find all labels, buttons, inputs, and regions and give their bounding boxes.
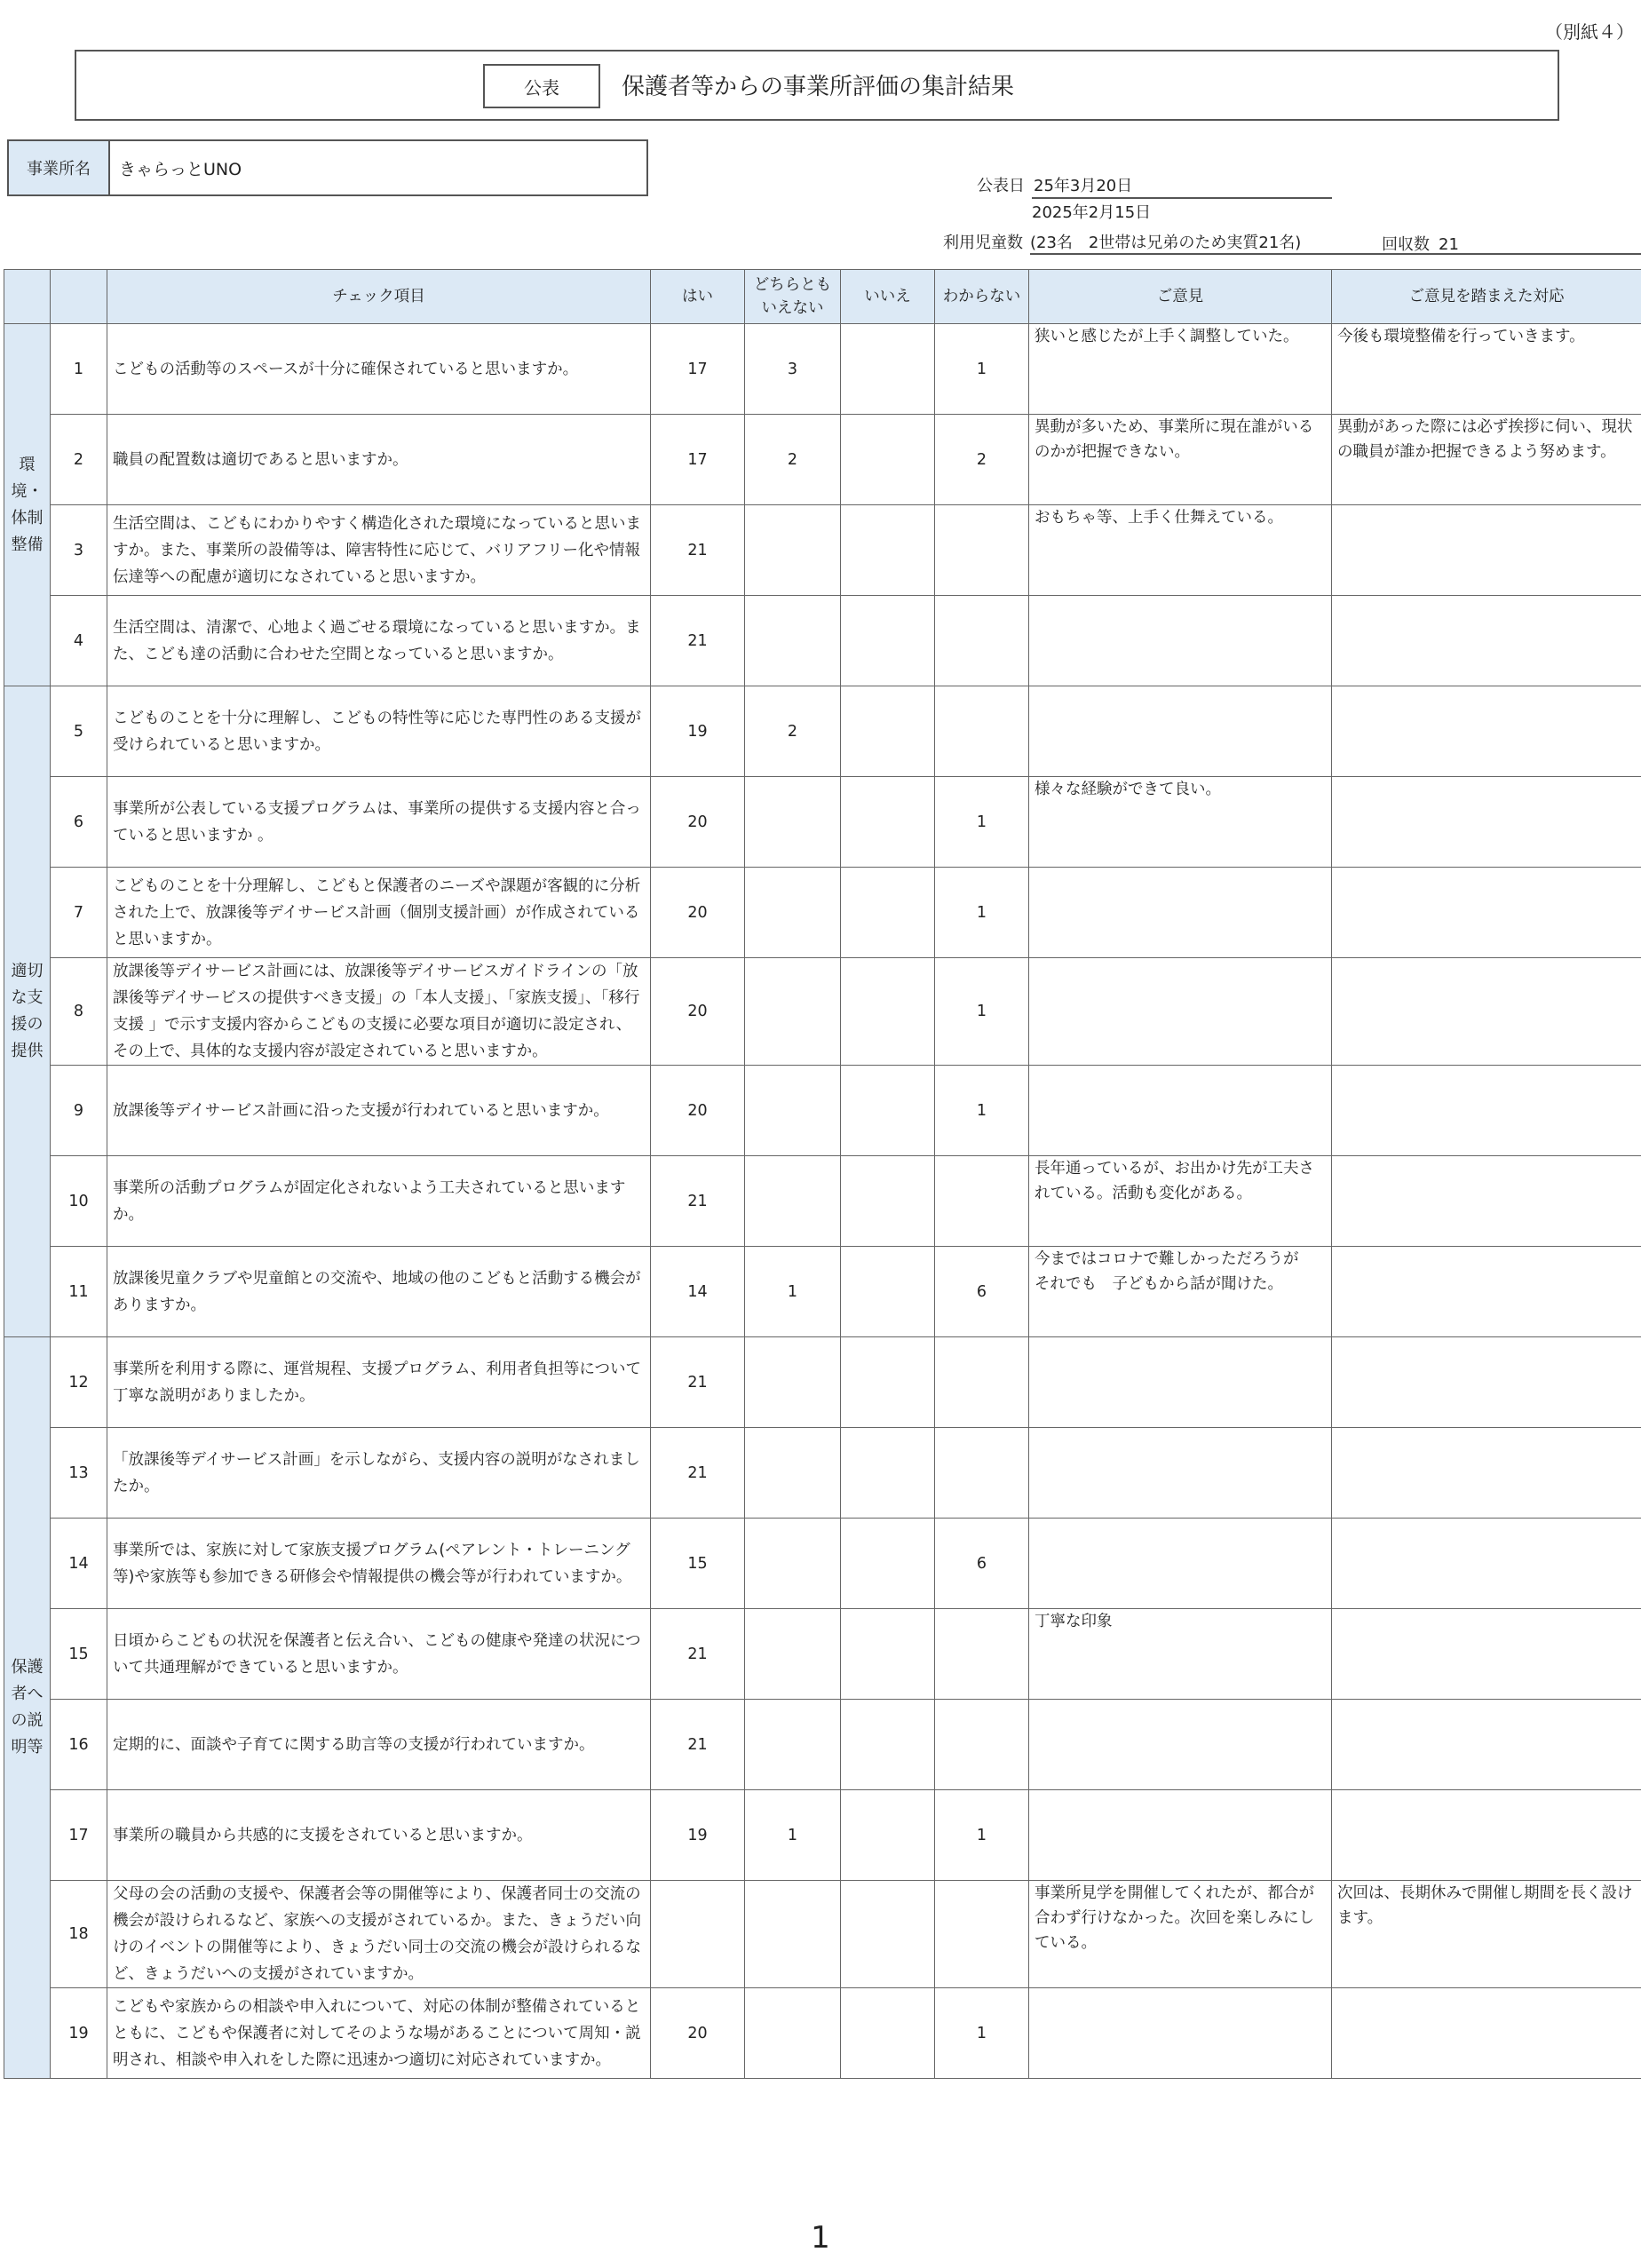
- table-row: [4, 777, 1641, 868]
- count-neither: [745, 868, 841, 958]
- count-no: [841, 415, 935, 505]
- opinion-text: [1029, 1337, 1332, 1428]
- count-neither: [745, 1066, 841, 1156]
- count-unknown: 1: [935, 1790, 1029, 1881]
- meta-divider: [1030, 253, 1641, 255]
- category-cell: 適切 な支 援の 提供: [4, 686, 51, 1337]
- count-yes: 14: [651, 1247, 745, 1337]
- check-item: こどものことを十分に理解し、こどもの特性等に応じた専門性のある支援が受けられていると思いますか。: [107, 686, 651, 777]
- row-number: 11: [51, 1247, 107, 1337]
- row-number: 12: [51, 1337, 107, 1428]
- row-number: 7: [51, 868, 107, 958]
- count-neither: [745, 1700, 841, 1790]
- header-item: チェック項目: [107, 270, 651, 324]
- response-text: [1332, 505, 1641, 596]
- response-text: 次回は、長期休みで開催し期間を長く設けます。: [1332, 1881, 1641, 1988]
- evaluation-table: [4, 269, 1641, 2079]
- count-unknown: [935, 1156, 1029, 1247]
- row-number: 4: [51, 596, 107, 686]
- count-yes: 21: [651, 596, 745, 686]
- check-item: 事業所の職員から共感的に支援をされていると思いますか。: [107, 1790, 651, 1881]
- response-text: [1332, 596, 1641, 686]
- count-yes: 20: [651, 958, 745, 1066]
- users-label: 利用児童数: [943, 234, 1023, 252]
- table-row: [4, 1609, 1641, 1700]
- header-category: [4, 270, 51, 324]
- count-neither: 1: [745, 1790, 841, 1881]
- row-number: 17: [51, 1790, 107, 1881]
- count-unknown: 2: [935, 415, 1029, 505]
- count-unknown: [935, 1609, 1029, 1700]
- count-yes: 21: [651, 1337, 745, 1428]
- count-unknown: 1: [935, 324, 1029, 415]
- check-item: 職員の配置数は適切であると思いますか。: [107, 415, 651, 505]
- opinion-text: [1029, 1700, 1332, 1790]
- count-neither: [745, 505, 841, 596]
- count-yes: 19: [651, 1790, 745, 1881]
- table-row: [4, 1519, 1641, 1609]
- count-yes: 21: [651, 1156, 745, 1247]
- check-item: 父母の会の活動の支援や、保護者会等の開催等により、保護者同士の交流の機会が設けられるなど、家族への支援がされているか。また、きょうだい向けのイベントの開催等により、きょうだい同士の交流の機会が設けられるなど、きょうだいへの支援がされていますか。: [107, 1881, 651, 1988]
- response-text: [1332, 868, 1641, 958]
- opinion-text: [1029, 686, 1332, 777]
- count-no: [841, 1247, 935, 1337]
- response-text: [1332, 1988, 1641, 2079]
- publish-date: 25年3月20日: [1032, 176, 1332, 199]
- table-row: [4, 1700, 1641, 1790]
- opinion-text: 狭いと感じたが上手く調整していた。: [1029, 324, 1332, 415]
- collected-label: 回収数: [1382, 235, 1430, 254]
- table-body: [4, 324, 1641, 2079]
- table-row: [4, 1066, 1641, 1156]
- row-number: 18: [51, 1881, 107, 1988]
- response-text: [1332, 777, 1641, 868]
- count-neither: 3: [745, 324, 841, 415]
- count-unknown: 1: [935, 1988, 1029, 2079]
- count-yes: 20: [651, 868, 745, 958]
- office-label: 事業所名: [9, 141, 110, 194]
- count-yes: 20: [651, 1988, 745, 2079]
- row-number: 1: [51, 324, 107, 415]
- row-number: 14: [51, 1519, 107, 1609]
- count-unknown: 1: [935, 777, 1029, 868]
- row-number: 10: [51, 1156, 107, 1247]
- table-row: [4, 686, 1641, 777]
- count-no: [841, 1988, 935, 2079]
- document-title: 保護者等からの事業所評価の集計結果: [622, 74, 1015, 100]
- count-unknown: [935, 596, 1029, 686]
- count-unknown: [935, 1700, 1029, 1790]
- count-unknown: 6: [935, 1519, 1029, 1609]
- publish-date-label: 公表日: [977, 177, 1025, 195]
- response-text: [1332, 1156, 1641, 1247]
- count-yes: 19: [651, 686, 745, 777]
- opinion-text: 異動が多いため、事業所に現在誰がいるのかが把握できない。: [1029, 415, 1332, 505]
- response-text: 異動があった際には必ず挨拶に伺い、現状の職員が誰か把握できるよう努めます。: [1332, 415, 1641, 505]
- collected-value: 21: [1439, 235, 1459, 254]
- row-number: 6: [51, 777, 107, 868]
- row-number: 8: [51, 958, 107, 1066]
- table-row: [4, 324, 1641, 415]
- response-text: [1332, 1790, 1641, 1881]
- count-neither: 1: [745, 1247, 841, 1337]
- opinion-text: 様々な経験ができて良い。: [1029, 777, 1332, 868]
- table-row: [4, 1428, 1641, 1519]
- category-cell: 保護 者へ の説 明等: [4, 1337, 51, 2079]
- office-name: きゃらっとUNO: [119, 159, 242, 179]
- annex-label: （別紙４）: [1545, 21, 1634, 43]
- count-no: [841, 505, 935, 596]
- opinion-text: [1029, 1428, 1332, 1519]
- header-response: ご意見を踏まえた対応: [1332, 270, 1641, 324]
- response-text: [1332, 1428, 1641, 1519]
- count-neither: [745, 1337, 841, 1428]
- opinion-text: [1029, 1790, 1332, 1881]
- publish-badge: 公表: [483, 64, 600, 108]
- count-unknown: 1: [935, 868, 1029, 958]
- check-item: 定期的に、面談や子育てに関する助言等の支援が行われていますか。: [107, 1700, 651, 1790]
- count-neither: [745, 596, 841, 686]
- check-item: 放課後児童クラブや児童館との交流や、地域の他のこどもと活動する機会がありますか。: [107, 1247, 651, 1337]
- response-text: 今後も環境整備を行っていきます。: [1332, 324, 1641, 415]
- opinion-text: [1029, 958, 1332, 1066]
- opinion-text: 長年通っているが、お出かけ先が工夫されている。活動も変化がある。: [1029, 1156, 1332, 1247]
- check-item: 事業所を利用する際に、運営規程、支援プログラム、利用者負担等について丁寧な説明がありましたか。: [107, 1337, 651, 1428]
- count-unknown: [935, 505, 1029, 596]
- header-number: [51, 270, 107, 324]
- count-yes: 21: [651, 505, 745, 596]
- count-yes: 20: [651, 777, 745, 868]
- row-number: 2: [51, 415, 107, 505]
- response-text: [1332, 1519, 1641, 1609]
- opinion-text: 今まではコロナで難しかっただろうが それでも 子どもから話が聞けた。: [1029, 1247, 1332, 1337]
- count-no: [841, 324, 935, 415]
- row-number: 16: [51, 1700, 107, 1790]
- count-no: [841, 1519, 935, 1609]
- header-no: いいえ: [841, 270, 935, 324]
- table-row: [4, 1790, 1641, 1881]
- count-no: [841, 1156, 935, 1247]
- count-yes: [651, 1881, 745, 1988]
- count-no: [841, 1337, 935, 1428]
- opinion-text: [1029, 1066, 1332, 1156]
- table-row: [4, 415, 1641, 505]
- response-text: [1332, 1700, 1641, 1790]
- table-row: [4, 1988, 1641, 2079]
- count-unknown: [935, 1428, 1029, 1519]
- check-item: 放課後等デイサービス計画に沿った支援が行われていると思いますか。: [107, 1066, 651, 1156]
- table-row: [4, 1156, 1641, 1247]
- check-item: 事業所では、家族に対して家族支援プログラム(ペアレント・トレーニング等)や家族等も参加できる研修会や情報提供の機会等が行われていますか。: [107, 1519, 651, 1609]
- count-neither: [745, 1428, 841, 1519]
- users-value: (23名 2世帯は兄弟のため実質21名): [1030, 234, 1302, 252]
- table-header-row: [4, 270, 1641, 324]
- opinion-text: 事業所見学を開催してくれたが、都合が合わず行けなかった。次回を楽しみにしている。: [1029, 1881, 1332, 1988]
- count-no: [841, 686, 935, 777]
- count-neither: [745, 958, 841, 1066]
- check-item: 日頃からこどもの状況を保護者と伝え合い、こどもの健康や発達の状況について共通理解ができていると思いますか。: [107, 1609, 651, 1700]
- count-yes: 21: [651, 1609, 745, 1700]
- count-yes: 21: [651, 1700, 745, 1790]
- count-yes: 17: [651, 324, 745, 415]
- count-no: [841, 1881, 935, 1988]
- count-no: [841, 1700, 935, 1790]
- count-unknown: 6: [935, 1247, 1029, 1337]
- survey-date: 2025年2月15日: [1032, 203, 1152, 222]
- table-row: [4, 868, 1641, 958]
- opinion-text: [1029, 1988, 1332, 2079]
- response-text: [1332, 1247, 1641, 1337]
- check-item: 「放課後等デイサービス計画」を示しながら、支援内容の説明がなされましたか。: [107, 1428, 651, 1519]
- count-no: [841, 868, 935, 958]
- count-no: [841, 777, 935, 868]
- count-yes: 15: [651, 1519, 745, 1609]
- response-text: [1332, 1337, 1641, 1428]
- table-row: [4, 596, 1641, 686]
- response-text: [1332, 1066, 1641, 1156]
- table-row: [4, 1337, 1641, 1428]
- table-row: [4, 505, 1641, 596]
- row-number: 13: [51, 1428, 107, 1519]
- count-neither: [745, 1609, 841, 1700]
- count-neither: [745, 1519, 841, 1609]
- page-number: 1: [811, 2220, 830, 2256]
- check-item: 放課後等デイサービス計画には、放課後等デイサービスガイドラインの「放課後等デイサービスの提供すべき支援」の「本人支援」、「家族支援」、「移行支援 」で示す支援内容からこどもの支援に必要な項目が適切に設定され、その上で、具体的な支援内容が設定されていると思いますか。: [107, 958, 651, 1066]
- count-yes: 20: [651, 1066, 745, 1156]
- header-neither: どちらとも いえない: [745, 270, 841, 324]
- header-yes: はい: [651, 270, 745, 324]
- opinion-text: [1029, 1519, 1332, 1609]
- response-text: [1332, 1609, 1641, 1700]
- count-yes: 21: [651, 1428, 745, 1519]
- opinion-text: [1029, 868, 1332, 958]
- count-neither: [745, 1156, 841, 1247]
- table-row: [4, 1247, 1641, 1337]
- count-no: [841, 596, 935, 686]
- row-number: 15: [51, 1609, 107, 1700]
- count-neither: [745, 1881, 841, 1988]
- response-text: [1332, 686, 1641, 777]
- opinion-text: おもちゃ等、上手く仕舞えている。: [1029, 505, 1332, 596]
- opinion-text: 丁寧な印象: [1029, 1609, 1332, 1700]
- check-item: 生活空間は、こどもにわかりやすく構造化された環境になっていると思いますか。また、事業所の設備等は、障害特性に応じて、バリアフリー化や情報伝達等への配慮が適切になされていると思いますか。: [107, 505, 651, 596]
- count-neither: [745, 777, 841, 868]
- count-no: [841, 1066, 935, 1156]
- row-number: 19: [51, 1988, 107, 2079]
- count-unknown: [935, 686, 1029, 777]
- count-neither: [745, 1988, 841, 2079]
- opinion-text: [1029, 596, 1332, 686]
- check-item: 生活空間は、清潔で、心地よく過ごせる環境になっていると思いますか。また、こども達の活動に合わせた空間となっていると思いますか。: [107, 596, 651, 686]
- check-item: 事業所の活動プログラムが固定化されないよう工夫されていると思いますか。: [107, 1156, 651, 1247]
- count-no: [841, 1609, 935, 1700]
- count-no: [841, 1428, 935, 1519]
- count-no: [841, 958, 935, 1066]
- count-neither: 2: [745, 686, 841, 777]
- count-neither: 2: [745, 415, 841, 505]
- category-cell: 環 境・ 体制 整備: [4, 324, 51, 686]
- table-row: [4, 958, 1641, 1066]
- row-number: 5: [51, 686, 107, 777]
- count-unknown: 1: [935, 958, 1029, 1066]
- count-unknown: 1: [935, 1066, 1029, 1156]
- header-opinion: ご意見: [1029, 270, 1332, 324]
- response-text: [1332, 958, 1641, 1066]
- check-item: こどもや家族からの相談や申入れについて、対応の体制が整備されているとともに、こどもや保護者に対してそのような場があることについて周知・説明され、相談や申入れをした際に迅速かつ適切に対応されていますか。: [107, 1988, 651, 2079]
- header-unknown: わからない: [935, 270, 1029, 324]
- check-item: こどものことを十分理解し、こどもと保護者のニーズや課題が客観的に分析された上で、放課後等デイサービス計画（個別支援計画）が作成されていると思いますか。: [107, 868, 651, 958]
- check-item: こどもの活動等のスペースが十分に確保されていると思いますか。: [107, 324, 651, 415]
- table-row: [4, 1881, 1641, 1988]
- row-number: 9: [51, 1066, 107, 1156]
- count-no: [841, 1790, 935, 1881]
- count-unknown: [935, 1881, 1029, 1988]
- row-number: 3: [51, 505, 107, 596]
- check-item: 事業所が公表している支援プログラムは、事業所の提供する支援内容と合っていると思いますか 。: [107, 777, 651, 868]
- count-yes: 17: [651, 415, 745, 505]
- office-info: [7, 139, 648, 196]
- count-unknown: [935, 1337, 1029, 1428]
